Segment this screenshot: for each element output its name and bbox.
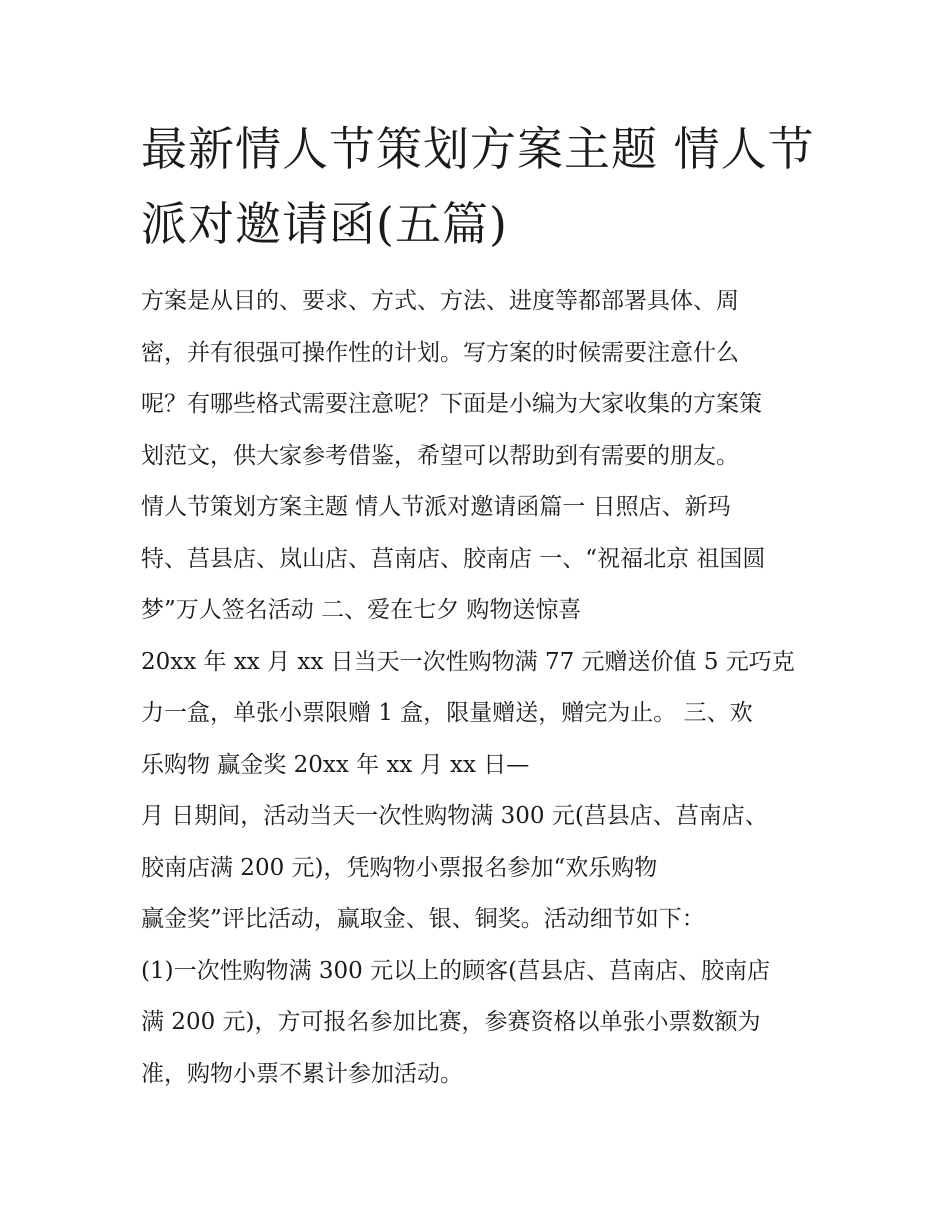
body-line: 力一盒，单张小票限赠 1 盒，限量赠送，赠完为止。 三、欢 xyxy=(141,700,753,726)
body-line: 赢金奖”评比活动，赢取金、银、铜奖。活动细节如下： xyxy=(141,906,705,932)
body-line: 划范文，供大家参考借鉴，希望可以帮助到有需要的朋友。 xyxy=(141,442,739,469)
body-line: 20xx 年 xx 月 xx 日当天一次性购物满 77 元赠送价值 5 元巧克 xyxy=(141,648,795,675)
body-line: 密，并有很强可操作性的计划。写方案的时候需要注意什么 xyxy=(141,339,739,366)
body-line: 梦”万人签名活动 二、爱在七夕 购物送惊喜 xyxy=(141,597,582,623)
body-line: 胶南店满 200 元)，凭购物小票报名参加“欢乐购物 xyxy=(141,854,658,881)
body-line: 乐购物 赢金奖 20xx 年 xx 月 xx 日— xyxy=(141,751,530,778)
body-line: 呢？有哪些格式需要注意呢？下面是小编为大家收集的方案策 xyxy=(141,391,762,417)
body-line: 准，购物小票不累计参加活动。 xyxy=(141,1060,463,1087)
body-line: (1)一次性购物满 300 元以上的顾客(莒县店、莒南店、胶南店 xyxy=(141,957,771,984)
body-line: 月 日期间，活动当天一次性购物满 300 元(莒县店、莒南店、 xyxy=(141,803,768,829)
document-title: 最新情人节策划方案主题 情人节派对邀请函(五篇) xyxy=(141,122,815,251)
body-line: 特、莒县店、岚山店、莒南店、胶南店 一、“祝福北京 祖国圆 xyxy=(141,545,766,572)
body-line: 满 200 元)，方可报名参加比赛，参赛资格以单张小票数额为 xyxy=(141,1009,761,1035)
body-line: 方案是从目的、要求、方式、方法、进度等都部署具体、周 xyxy=(141,288,739,314)
body-line: 情人节策划方案主题 情人节派对邀请函篇一 日照店、新玛 xyxy=(141,494,731,520)
document-body xyxy=(141,276,821,1100)
